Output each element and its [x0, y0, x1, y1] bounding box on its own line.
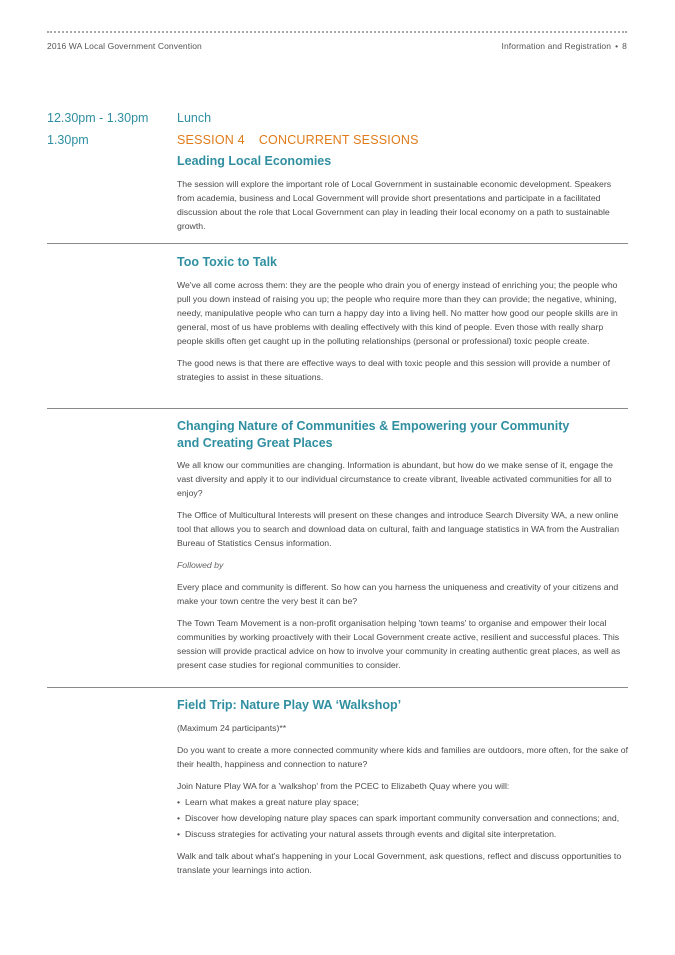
section-paragraph: Every place and community is different. So how can you harness the uniqueness and creativity of your citizens and make your town centre the very best it can be? [177, 582, 619, 606]
section-title: Field Trip: Nature Play WA ‘Walkshop’ [177, 698, 402, 712]
header-section-info [502, 41, 628, 51]
section-title-line-2: and Creating Great Places [177, 436, 333, 450]
section-paragraph: Do you want to create a more connected community where kids and families are outdoors, more often, for the sake of their health, happiness and connection to nature? [177, 745, 629, 769]
participants-note: (Maximum 24 participants)** [177, 723, 287, 733]
section-title: Leading Local Economies [177, 154, 332, 168]
section-paragraph: We've all come across them: they are the people who drain you of energy instead of enriching you; the people who pull you down instead of raising you up; the people who require more than they can provide; the negative, whining, needy, manipulative people who can turn a happy day into a living hell. No matter how good our people skills are in general, most of us have problems with dealing effectively with this kind of people. Even those with really sharp people skills often get caught up in the polluting relationships (personal or professional) toxic people create. [177, 280, 618, 346]
header-section-title: Information and Registration [501, 41, 612, 51]
list-item: • Learn what makes a great nature play space; [177, 795, 629, 809]
list-item: • Discuss strategies for activating your natural assets through events and digital site interpretation. [177, 827, 629, 841]
page-number: 8 [622, 41, 627, 51]
walkshop-bullet-list [177, 795, 629, 841]
section-title [177, 418, 629, 452]
section-paragraph: We all know our communities are changing. Information is abundant, but how do we make sense of it, engage the vast diversity and apply it to our individual circumstance to create vibrant, liveable activated communities for all to enjoy? [177, 460, 613, 498]
header-dotted-rule [47, 31, 627, 33]
section-changing-nature-of-communities [177, 418, 629, 680]
section-title: Too Toxic to Talk [177, 255, 277, 269]
header-bullet: • [615, 41, 619, 51]
lunch-label: Lunch [177, 111, 212, 125]
section-paragraph: Join Nature Play WA for a 'walkshop' from the PCEC to Elizabeth Quay where you will: [177, 781, 510, 791]
section-paragraph: The good news is that there are effective ways to deal with toxic people and this session will provide a number of strategies to assist in these situations. [177, 358, 611, 382]
lunch-time: 12.30pm - 1.30pm [47, 111, 149, 125]
section-paragraph: The Town Team Movement is a non-profit organisation helping 'town teams' to organise and empower their local communities by working proactively with their Local Government create active, resilient and successful places. This session will provide practical advice on how to involve your community in creating authentic great places, as well as present case studies for regional communities to consider. [177, 618, 621, 670]
section-paragraph: The session will explore the important role of Local Government in sustainable economic development. Speakers from academia, business and Local Government will provide short presentations and participate in a facilitated discussion about the role that Local Government can play in leading their local economy on a path to sustainable growth. [177, 179, 612, 231]
section-divider [47, 408, 628, 409]
session-heading [177, 133, 629, 147]
followed-by-note: Followed by [177, 560, 224, 570]
section-too-toxic-to-talk [177, 254, 629, 392]
section-field-trip-nature-play [177, 697, 629, 885]
section-leading-local-economies [177, 153, 629, 241]
session-time: 1.30pm [47, 133, 89, 147]
section-title-line-1: Changing Nature of Communities & Empowering your Community [177, 419, 570, 433]
session-name: CONCURRENT SESSIONS [258, 133, 419, 147]
header-event-title: 2016 WA Local Government Convention [47, 41, 202, 51]
section-paragraph: The Office of Multicultural Interests will present on these changes and introduce Search Diversity WA, a new online tool that allows you to search and download data on cultural, faith and language statistics in WA from the Australian Bureau of Statistics Census information. [177, 510, 620, 548]
section-divider [47, 687, 628, 688]
section-divider [47, 243, 628, 244]
list-item: • Discover how developing nature play spaces can spark important community conversation and connections; and, [177, 811, 629, 825]
session-number: SESSION 4 [177, 133, 245, 147]
section-closing-paragraph: Walk and talk about what's happening in your Local Government, ask questions, reflect and discuss opportunities to translate your learnings into action. [177, 851, 622, 875]
